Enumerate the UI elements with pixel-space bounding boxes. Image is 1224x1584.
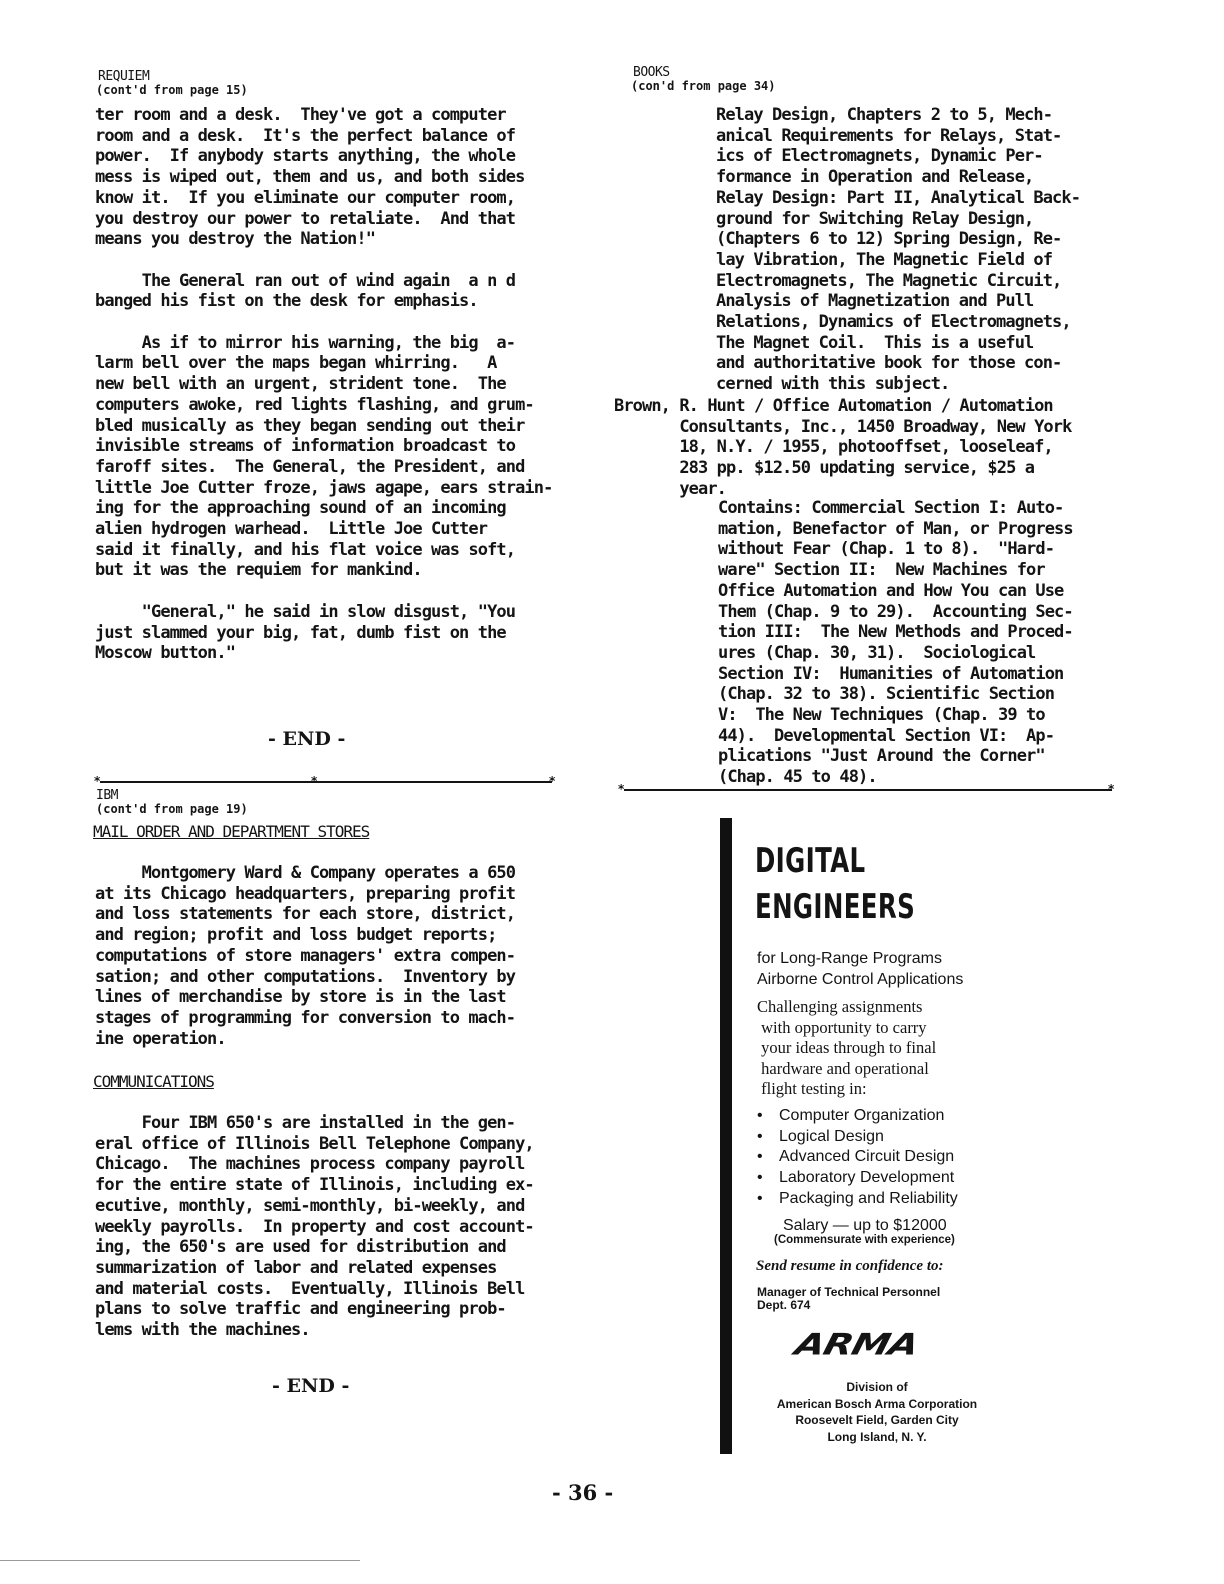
bottom-rule xyxy=(0,1560,360,1561)
mail-order-paragraph: Montgomery Ward & Company operates a 650 at its Chicago headquarters, preparing profit and loss statements for each store, district, and region; profit and loss budget reports; computations of store managers' extra compen- sation; and other computations. Inventory by lines of merchandise by store is in the last stages of programming for conversion to mach- ine operation. xyxy=(95,863,516,1049)
requiem-story xyxy=(95,105,552,664)
ad-salary: Salary — up to $12000 xyxy=(783,1217,947,1234)
separator-star: * xyxy=(94,774,101,788)
ad-salary-note: (Commensurate with experience) xyxy=(774,1234,955,1246)
ad-skill-item: • Laboratory Development xyxy=(757,1168,958,1189)
requiem-paragraph: The General ran out of wind again a n d banged his fist on the desk for emphasis. xyxy=(95,270,516,312)
arma-logo: ARMA xyxy=(791,1327,922,1362)
separator-star: * xyxy=(618,782,625,796)
ad-headline-digital: DIGITAL xyxy=(755,841,866,881)
separator-rule xyxy=(624,789,1112,791)
bullet-icon: • xyxy=(757,1127,763,1145)
bullet-icon: • xyxy=(757,1169,763,1187)
book-contents-brown: Contains: Commercial Section I: Auto- mation, Benefactor of Man, or Progress without Fear (Chap. 1 to 8). "Hard- ware" Section II: New Machines for Office Automation and How You can Use Them (Chap. 9 to 29). Accounting Sec- tion III: The New Methods and Proced- ures (Chap. 30, 31). Sociological Section IV: Humanities of Automation (Chap. 32 to 38). Scientific Section V: The New Techniques (Chap. 39 to 44). Developmental Section VI: Ap- plications "Just Around the Corner" (Chap. 45 to 48). xyxy=(718,498,1073,788)
ad-headline-engineers: ENGINEERS xyxy=(755,887,916,927)
book-entry-brown: Brown, R. Hunt / Office Automation / Automation Consultants, Inc., 1450 Broadway, New York 18, N.Y. / 1955, photooffset, looseleaf, 283 pp. $12.50 updating service, $25 a year. xyxy=(614,396,1072,499)
ad-skill-item: • Logical Design xyxy=(757,1127,958,1148)
requiem-paragraph: "General," he said in slow disgust, "You just slammed your big, fat, dumb fist on the Moscow button." xyxy=(95,601,516,664)
section-heading-mail-order: MAIL ORDER AND DEPARTMENT STORES xyxy=(93,822,370,841)
ad-intro: Challenging assignments with opportunity to carry your ideas through to final hardware and operational flight testing in: xyxy=(757,997,937,1098)
requiem-end-mark: - END - xyxy=(268,728,346,750)
ad-skill-item: • Computer Organization xyxy=(757,1106,958,1127)
relay-book-description: Relay Design, Chapters 2 to 5, Mech- anical Requirements for Relays, Stat- ics of Electromagnets, Dynamic Per- formance in Operation and Release, Relay Design: Part II, Analytical Back- ground for Switching Relay Design, (Chapters 6 to 12) Spring Design, Re- lay Vibration, The Magnetic Field of Electromagnets, The Magnetic Circuit, Analysis of Magnetization and Pull Relations, Dynamics of Electromagnets, The Magnet Coil. This is a useful and authoritative book for those con- cerned with this subject. xyxy=(716,105,1081,395)
ad-company-address: Division of American Bosch Arma Corporation Roosevelt Field, Garden City Long Island, N. Y. xyxy=(776,1380,978,1444)
communications-paragraph: Four IBM 650's are installed in the gen- eral office of Illinois Bell Telephone Company, Chicago. The machines process company payroll for the entire state of Illinois, including ex- ecutive, monthly, semi-monthly, bi-weekly, and weekly payrolls. In property and cost account- ing, the 650's are used for distribution and summarization of labor and related expenses and material costs. Eventually, Illinois Bell plans to solve traffic and engineering prob- lems with the machines. xyxy=(95,1113,534,1341)
ad-skill-item: • Packaging and Reliability xyxy=(757,1189,958,1210)
ad-vertical-bar xyxy=(720,818,732,1454)
ad-send-resume: Send resume in confidence to: xyxy=(756,1258,944,1274)
requiem-title: REQUIEM xyxy=(98,69,150,84)
bullet-icon: • xyxy=(757,1107,763,1124)
requiem-paragraph: ter room and a desk. They've got a computer room and a desk. It's the perfect balance of power. If anybody starts anything, the whole mess is wiped out, them and us, and both sides know it. If you eliminate our computer room, you destroy our power to retaliate. And that means you destroy the Nation!" xyxy=(95,105,525,250)
books-continued-note: (con'd from page 34) xyxy=(631,79,776,93)
ibm-end-mark: - END - xyxy=(272,1375,350,1397)
requiem-continued-note: (cont'd from page 15) xyxy=(96,83,248,97)
ad-contact: Manager of Technical Personnel Dept. 674 xyxy=(757,1285,941,1312)
bullet-icon: • xyxy=(757,1148,763,1166)
ad-skill-list xyxy=(757,1106,958,1210)
ibm-title: IBM xyxy=(96,788,118,803)
ad-skill-item: • Advanced Circuit Design xyxy=(757,1147,958,1168)
ibm-continued-note: (cont'd from page 19) xyxy=(96,802,248,816)
separator-star: * xyxy=(1108,782,1115,796)
section-heading-communications: COMMUNICATIONS xyxy=(93,1072,214,1091)
separator-rule xyxy=(100,781,552,783)
requiem-paragraph: As if to mirror his warning, the big a- larm bell over the maps began whirring. A new bell with an urgent, strident tone. The computers awoke, red lights flashing, and grum- bled musically as they began sending out their invisible streams of information broadcast to faroff sites. The General, the President, and little Joe Cutter froze, jaws agape, ears strain- ing for the approaching sound of an incoming alien hydrogen warhead. Little Joe Cutter said it finally, and his flat voice was soft, but it was the requiem for mankind. xyxy=(95,332,553,581)
page-number: - 36 - xyxy=(552,1480,614,1505)
separator-star: * xyxy=(311,774,318,788)
books-title: BOOKS xyxy=(633,65,670,80)
ad-subheading: for Long-Range Programs Airborne Control Applications xyxy=(757,950,964,988)
bullet-icon: • xyxy=(757,1189,763,1207)
separator-star: * xyxy=(549,774,556,788)
